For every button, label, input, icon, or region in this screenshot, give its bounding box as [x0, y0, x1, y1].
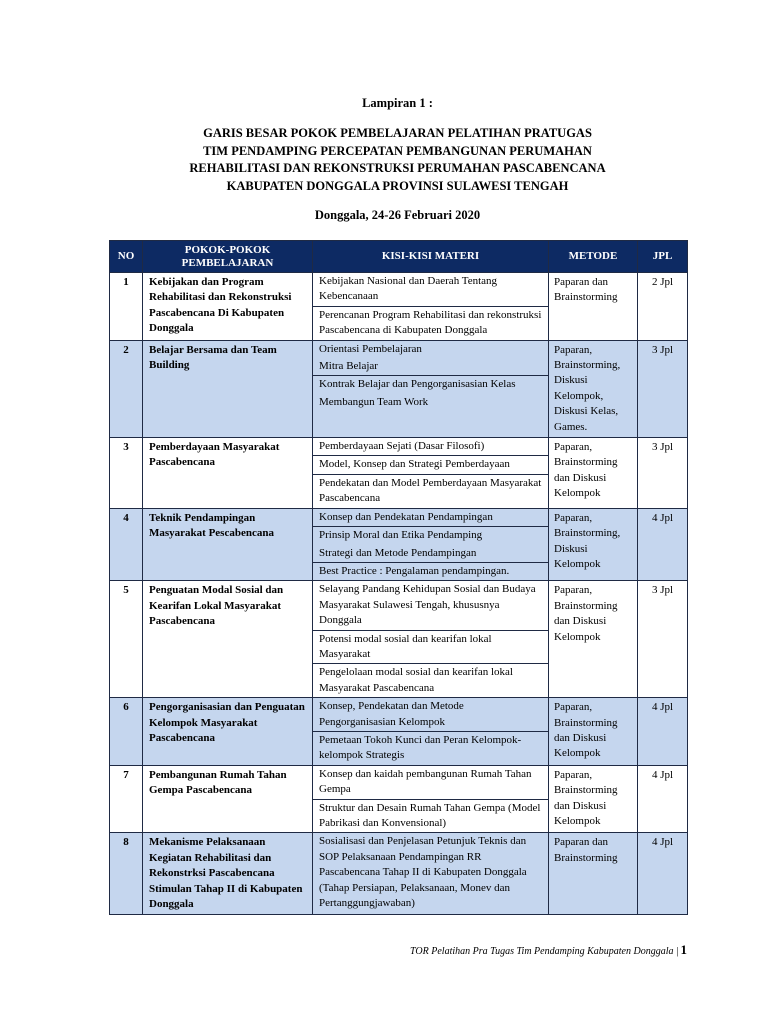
curriculum-table: [109, 240, 688, 915]
row-method: Paparan, Brainstorming dan Diskusi Kelompok: [549, 765, 638, 833]
row-method: Paparan, Brainstorming, Diskusi Kelompok: [549, 508, 638, 581]
material-item: Kontrak Belajar dan Pengorganisasian Kelas: [313, 375, 548, 393]
material-item: Sosialisasi dan Penjelasan Petunjuk Teknis dan SOP Pelaksanaan Pendampingan RR Pascabencana Tahap II di Kabupaten Donggala (Tahap Persiapan, Pelaksanaan, Monev dan Pertanggungjawaban): [319, 835, 527, 910]
row-topic: Teknik Pendampingan Masyarakat Pescabencana: [143, 508, 313, 581]
row-method: Paparan, Brainstorming dan Diskusi Kelompok: [549, 438, 638, 509]
row-method: Paparan, Brainstorming, Diskusi Kelompok, Diskusi Kelas, Games.: [549, 340, 638, 437]
material-item: Mitra Belajar: [319, 360, 378, 373]
material-item: Konsep dan kaidah pembangunan Rumah Tahan Gempa: [319, 767, 532, 796]
table-row: [110, 273, 688, 341]
row-number: 1: [110, 273, 143, 341]
material-item: Pendekatan dan Model Pemberdayaan Masyarakat Pascabencana: [313, 474, 548, 508]
material-item: Pengelolaan modal sosial dan kearifan lokal Masyarakat Pascabencana: [313, 663, 548, 697]
title-line: REHABILITASI DAN REKONSTRUKSI PERUMAHAN PASCABENCANA: [189, 161, 606, 175]
material-item: Strategi dan Metode Pendampingan: [319, 546, 477, 559]
row-materials: [313, 438, 549, 509]
row-number: 5: [110, 581, 143, 698]
row-jpl: 4 Jpl: [638, 698, 688, 766]
row-materials: [313, 273, 549, 341]
row-topic: Pembangunan Rumah Tahan Gempa Pascabencana: [143, 765, 313, 833]
page-number: 1: [680, 942, 687, 957]
document-title: [0, 125, 768, 195]
material-item: Perencanan Program Rehabilitasi dan rekonstruksi Pascabencana di Kabupaten Donggala: [313, 306, 548, 340]
row-jpl: 3 Jpl: [638, 581, 688, 698]
row-materials: [313, 833, 549, 915]
table-row: [110, 340, 688, 437]
column-header-pokok: POKOK-POKOK PEMBELAJARAN: [143, 241, 313, 273]
row-jpl: 4 Jpl: [638, 765, 688, 833]
row-topic: Kebijakan dan Program Rehabilitasi dan Rekonstruksi Pascabencana Di Kabupaten Donggala: [143, 273, 313, 341]
row-number: 3: [110, 438, 143, 509]
material-item: Model, Konsep dan Strategi Pemberdayaan: [313, 455, 548, 473]
row-number: 4: [110, 508, 143, 581]
row-topic: Belajar Bersama dan Team Building: [143, 340, 313, 437]
material-item: Orientasi Pembelajaran: [319, 342, 422, 355]
row-jpl: 3 Jpl: [638, 340, 688, 437]
row-number: 8: [110, 833, 143, 915]
table-row: [110, 438, 688, 509]
row-topic: Mekanisme Pelaksanaan Kegiatan Rehabilitasi dan Rekonstrksi Pascabencana Stimulan Tahap II di Kabupaten Donggala: [143, 833, 313, 915]
table-row: [110, 698, 688, 766]
row-method: Paparan dan Brainstorming: [549, 833, 638, 915]
place-date: Donggala, 24-26 Februari 2020: [314, 208, 481, 222]
material-item: Membangun Team Work: [319, 395, 429, 408]
material-item: Potensi modal sosial dan kearifan lokal Masyarakat: [313, 630, 548, 664]
attachment-label: Lampiran 1 :: [362, 96, 433, 110]
material-item: Prinsip Moral dan Etika Pendamping: [313, 526, 548, 544]
row-number: 2: [110, 340, 143, 437]
row-topic: Penguatan Modal Sosial dan Kearifan Lokal Masyarakat Pascabencana: [143, 581, 313, 698]
page-footer: [0, 942, 687, 958]
row-method: Paparan, Brainstorming dan Diskusi Kelompok: [549, 698, 638, 766]
row-jpl: 2 Jpl: [638, 273, 688, 341]
row-topic: Pemberdayaan Masyarakat Pascabencana: [143, 438, 313, 509]
table-row: [110, 833, 688, 915]
row-jpl: 4 Jpl: [638, 508, 688, 581]
table-row: [110, 581, 688, 698]
title-line: TIM PENDAMPING PERCEPATAN PEMBANGUNAN PERUMAHAN: [203, 143, 592, 158]
material-item: Struktur dan Desain Rumah Tahan Gempa (Model Pabrikasi dan Konvensional): [313, 799, 548, 833]
column-header-kisi: KISI-KISI MATERI: [313, 241, 549, 273]
column-header-metode: METODE: [549, 241, 638, 273]
row-materials: [313, 765, 549, 833]
column-header-no: NO: [110, 241, 143, 273]
material-item: Best Practice : Pengalaman pendampingan.: [313, 562, 548, 580]
table-header-row: [110, 241, 688, 273]
title-line: KABUPATEN DONGGALA PROVINSI SULAWESI TENGAH: [226, 178, 569, 193]
row-materials: [313, 581, 549, 698]
row-jpl: 3 Jpl: [638, 438, 688, 509]
material-item: Kebijakan Nasional dan Daerah Tentang Kebencanaan: [319, 275, 498, 303]
row-materials: [313, 508, 549, 581]
footer-separator: |: [676, 946, 679, 957]
column-header-jpl: JPL: [638, 241, 688, 273]
material-item: Pemetaan Tokoh Kunci dan Peran Kelompok-kelompok Strategis: [313, 731, 548, 765]
row-method: Paparan dan Brainstorming: [549, 273, 638, 341]
table-row: [110, 508, 688, 581]
row-number: 7: [110, 765, 143, 833]
material-item: Konsep, Pendekatan dan Metode Pengorganisasian Kelompok: [319, 700, 464, 728]
material-item: Pemberdayaan Sejati (Dasar Filosofi): [319, 440, 485, 453]
footer-text: TOR Pelatihan Pra Tugas Tim Pendamping Kabupaten Donggala: [410, 946, 674, 957]
row-materials: [313, 340, 549, 437]
material-item: Selayang Pandang Kehidupan Sosial dan Budaya Masyarakat Sulawesi Tengah, khususnya Donggala: [319, 583, 536, 627]
row-number: 6: [110, 698, 143, 766]
row-topic: Pengorganisasian dan Penguatan Kelompok Masyarakat Pascabencana: [143, 698, 313, 766]
row-method: Paparan, Brainstorming dan Diskusi Kelompok: [549, 581, 638, 698]
row-jpl: 4 Jpl: [638, 833, 688, 915]
title-line: GARIS BESAR POKOK PEMBELAJARAN PELATIHAN PRATUGAS: [203, 126, 592, 140]
material-item: Konsep dan Pendekatan Pendampingan: [319, 510, 493, 523]
table-row: [110, 765, 688, 833]
row-materials: [313, 698, 549, 766]
